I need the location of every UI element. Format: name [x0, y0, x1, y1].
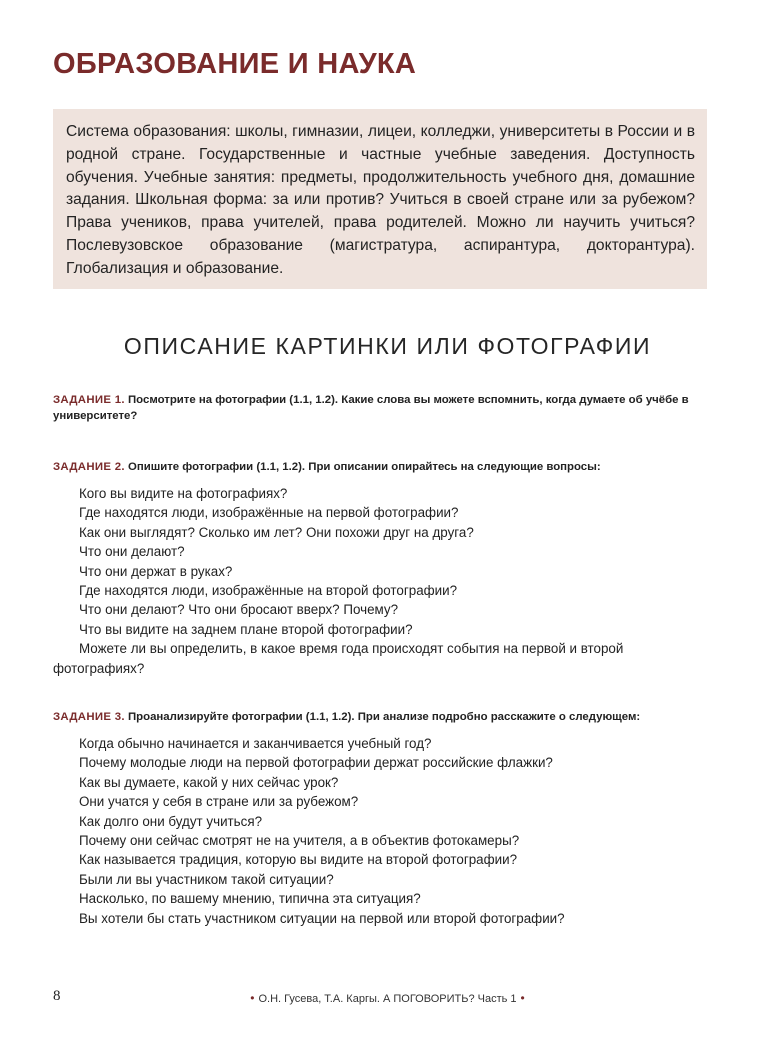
question-item: Насколько, по вашему мнению, типична эта ситуация?	[79, 891, 421, 907]
question-item: Что вы видите на заднем плане второй фотографии?	[79, 621, 413, 637]
question-item: Что они делают? Что они бросают вверх? Почему?	[79, 602, 399, 618]
task-2-questions	[53, 484, 709, 678]
question-item: Почему они сейчас смотрят не на учителя, а в объектив фотокамеры?	[79, 833, 520, 849]
question-item: Почему молодые люди на первой фотографии держат российские флажки?	[79, 755, 553, 771]
task-1-label: ЗАДАНИЕ 1.	[53, 394, 125, 406]
task-1-text: Посмотрите на фотографии (1.1, 1.2). Какие слова вы можете вспомнить, когда думаете об учёбе в университете?	[53, 394, 689, 422]
question-item: Как долго они будут учиться?	[79, 813, 263, 829]
task-3-label: ЗАДАНИЕ 3.	[53, 711, 125, 723]
task-3-text: Проанализируйте фотографии (1.1, 1.2). При анализе подробно расскажите о следующем:	[127, 711, 641, 723]
task-2-label: ЗАДАНИЕ 2.	[53, 461, 125, 473]
intro-box: Система образования: школы, гимназии, лицеи, колледжи, университеты в России и в родной стране. Государственные и частные учебные заведения. Доступность обучения. Учебные занятия: предметы, продолжительность учебного дня, домашние задания. Школьная форма: за или против? Учиться в своей стране или за рубежом? Права учеников, права учителей, права родителей. Можно ли научить учиться? Послевузовское образование (магистратура, аспирантура, докторантура). Глобализация и образование.	[53, 109, 707, 289]
question-item: Как называется традиция, которую вы видите на второй фотографии?	[79, 852, 518, 868]
question-item: Они учатся у себя в стране или за рубежом?	[79, 794, 359, 810]
question-item: Где находятся люди, изображённые на первой фотографии?	[79, 505, 459, 521]
footer-citation-text: О.Н. Гусева, Т.А. Каргы. А ПОГОВОРИТЬ? Часть 1	[258, 993, 517, 1005]
question-item: Где находятся люди, изображённые на второй фотографии?	[79, 583, 458, 599]
task-1	[53, 392, 707, 424]
question-item: Вы хотели бы стать участником ситуации на первой или второй фотографии?	[79, 910, 565, 926]
task-3	[53, 709, 707, 725]
page-number: 8	[53, 988, 61, 1004]
question-item: Кого вы видите на фотографиях?	[79, 486, 288, 501]
question-item: Что они держат в руках?	[79, 563, 233, 579]
footer-citation	[0, 991, 775, 1005]
bullet-icon: •	[250, 991, 255, 1005]
question-item: Когда обычно начинается и заканчивается учебный год?	[79, 736, 432, 751]
bullet-icon: •	[520, 991, 525, 1005]
question-item: Как они выглядят? Сколько им лет? Они похожи друг на друга?	[79, 524, 474, 540]
question-item: Были ли вы участником такой ситуации?	[79, 871, 334, 887]
section-title: ОПИСАНИЕ КАРТИНКИ ИЛИ ФОТОГРАФИИ	[123, 333, 652, 359]
question-item: Что они делают?	[79, 544, 185, 560]
page-title: ОБРАЗОВАНИЕ И НАУКА	[53, 48, 417, 80]
task-2	[53, 459, 707, 475]
question-item: Как вы думаете, какой у них сейчас урок?	[79, 774, 339, 790]
task-2-text: Опишите фотографии (1.1, 1.2). При описании опирайтесь на следующие вопросы:	[127, 461, 601, 473]
task-3-questions	[53, 734, 709, 928]
question-item: Можете ли вы определить, в какое время года происходят события на первой и второй фотографиях?	[53, 641, 624, 676]
